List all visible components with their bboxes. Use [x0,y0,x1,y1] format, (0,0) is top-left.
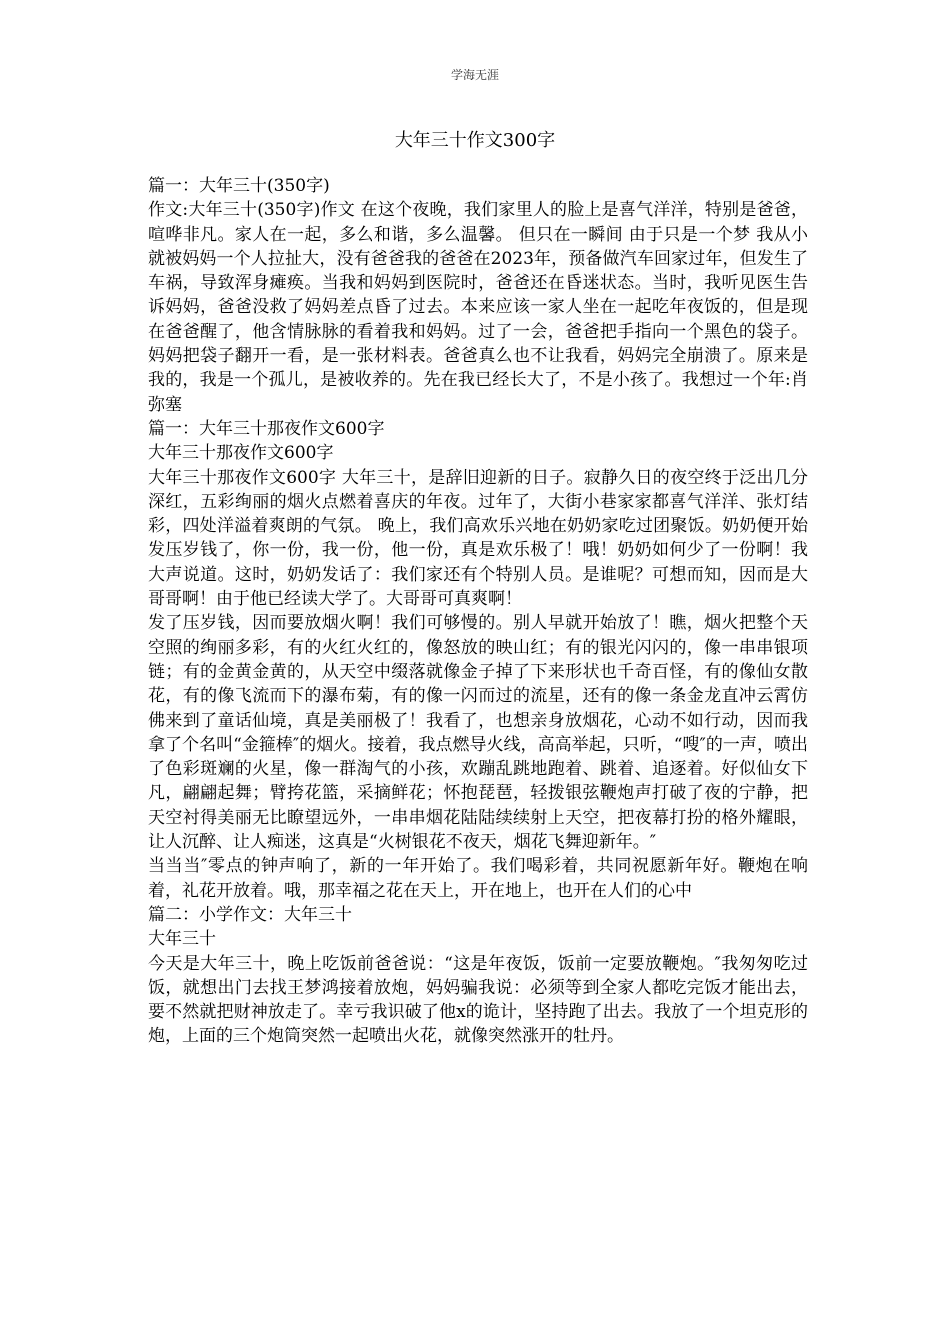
document-body [148,174,808,1049]
paragraph: 今天是大年三十，晚上吃饭前爸爸说：“这是年夜饭，饭前一定要放鞭炮。″我匆匆吃过饭，就想出门去找王梦鸿接着放炮，妈妈骗我说：必须等到全家人都吃完饭才能出去，要不然就把财神放走了。幸亏我识破了他x的诡计，坚持跑了出去。我放了一个坦克形的炮，上面的三个炮筒突然一起喷出火花，就像突然涨开的牡丹。 [148,953,808,1047]
section-heading-1: 篇一：大年三十(350字) [148,176,330,196]
section-heading-2: 篇一：大年三十那夜作文600字 [148,418,385,439]
subheading: 大年三十那夜作文600字 [148,443,334,464]
paragraph: 大年三十那夜作文600字 大年三十，是辞旧迎新的日子。寂静久日的夜空终于泛出几分深红，五彩绚丽的烟火点燃着喜庆的年夜。过年了，大街小巷家家都喜气洋洋、张灯结彩，四处洋溢着爽朗的气氛。 晚上，我们高欢乐兴地在奶奶家吃过团聚饭。奶奶便开始发压岁钱了，你一份，我一份，他一份，真是欢乐极了！哦！奶奶如何少了一份啊！我大声说道。这时，奶奶发话了：我们家还有个特别人员。是谁呢？可想而知，因而是大哥哥啊！由于他已经读大学了。大哥哥可真爽啊！ [148,467,808,610]
page-header: 学海无涯 [450,68,499,82]
paragraph: 作文:大年三十(350字)作文 在这个夜晚，我们家里人的脸上是喜气洋洋，特别是爸爸，喧哗非凡。家人在一起，多么和谐，多么温馨。 但只在一瞬间 由于只是一个梦 我从小就被妈妈一个人拉扯大，没有爸爸我的爸爸在2023年，预备做汽车回家过年，但发生了车祸，导致浑身瘫痪。当我和妈妈到医院时，爸爸还在昏迷状态。当时，我听见医生告诉妈妈，爸爸没救了妈妈差点昏了过去。本来应该一家人坐在一起吃年夜饭的，但是现在爸爸醒了，他含情脉脉的看着我和妈妈。过了一会，爸爸把手指向一个黑色的袋子。妈妈把袋子翻开一看，是一张材料表。爸爸真么也不让我看，妈妈完全崩溃了。原来是我的，我是一个孤儿，是被收养的。先在我已经长大了，不是小孩了。我想过一个年:肖弥塞 [148,200,808,415]
paragraph: 当当当″零点的钟声响了，新的一年开始了。我们喝彩着，共同祝愿新年好。鞭炮在响着，礼花开放着。哦，那幸福之花在天上，开在地上，也开在人们的心中 [148,856,808,901]
section-heading-3: 篇二：小学作文：大年三十 [148,904,352,925]
document-title: 大年三十作文300字 [394,130,556,151]
subheading: 大年三十 [148,929,216,950]
paragraph: 发了压岁钱，因而要放烟火啊！我们可够慢的。别人早就开始放了！瞧，烟火把整个天空照的绚丽多彩，有的火红火红的，像怒放的映山红；有的银光闪闪的，像一串串银项链；有的金黄金黄的，从天空中缀落就像金子掉了下来形状也千奇百怪，有的像仙女散花，有的像飞流而下的瀑布菊，有的像一闪而过的流星，还有的像一条金龙直冲云霄仿佛来到了童话仙境，真是美丽极了！我看了，也想亲身放烟花，心动不如行动，因而我拿了个名叫“金箍棒″的烟火。接着，我点燃导火线，高高举起，只听，“嗖″的一声，喷出了色彩斑斓的火星，像一群淘气的小孩，欢蹦乱跳地跑着、跳着、追逐着。好似仙女下凡，翩翩起舞；臂挎花篮，采摘鲜花；怀抱琵琶，轻拨银弦鞭炮声打破了夜的宁静，把天空衬得美丽无比瞭望远外，一串串烟花陆陆续续射上天空，把夜幕打扮的格外耀眼，让人沉醉、让人痴迷，这真是“火树银花不夜天，烟花飞舞迎新年。″ [148,613,808,853]
